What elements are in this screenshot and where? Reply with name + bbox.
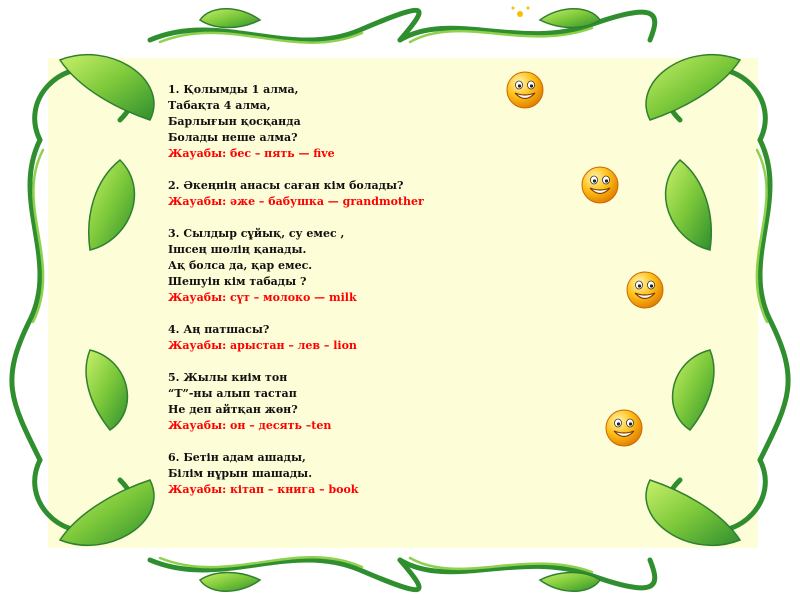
riddle-line: 2. Әкеңнің анасы саған кім болады? — [168, 179, 404, 192]
riddle-line: Не деп айтқан жөн? — [168, 403, 298, 416]
riddle-line: Табақта 4 алма, — [168, 99, 271, 112]
riddle-3 — [168, 226, 548, 306]
riddle-answer: Жауабы: кітап – книга – book — [168, 483, 359, 496]
riddle-5 — [168, 370, 548, 434]
riddle-answer: Жауабы: бес – пять — five — [168, 147, 335, 160]
riddle-answer: Жауабы: сүт – молоко — milk — [168, 291, 357, 304]
riddle-2 — [168, 178, 548, 210]
riddle-line: 5. Жылы киім тон — [168, 371, 288, 384]
riddle-line: Ақ болса да, қар емес. — [168, 259, 313, 272]
smiley-face-icon — [604, 408, 644, 448]
riddle-6 — [168, 450, 548, 498]
riddle-line: Ішсең шөлің қанады. — [168, 243, 307, 256]
riddle-line: 1. Қолымды 1 алма, — [168, 83, 299, 96]
riddle-1 — [168, 82, 548, 162]
riddle-line: 6. Бетін адам ашады, — [168, 451, 306, 464]
riddle-line: Болады неше алма? — [168, 131, 298, 144]
riddle-answer: Жауабы: арыстан – лев – lion — [168, 339, 357, 352]
riddle-answer: Жауабы: он – десять –ten — [168, 419, 332, 432]
riddle-list — [168, 82, 548, 498]
riddle-4 — [168, 322, 548, 354]
riddle-answer: Жауабы: әже – бабушка — grandmother — [168, 195, 424, 208]
smiley-face-icon — [580, 165, 620, 205]
smiley-face-icon — [505, 70, 545, 110]
riddle-line: Шешуін кім табады ? — [168, 275, 307, 288]
riddle-line: 3. Сылдыр сұйық, су емес , — [168, 227, 345, 240]
riddle-line: “Т”-ны алып тастап — [168, 387, 297, 400]
riddle-line: Білім нұрын шашады. — [168, 467, 313, 480]
smiley-face-icon — [625, 270, 665, 310]
riddle-line: 4. Аң патшасы? — [168, 323, 270, 336]
riddle-line: Барлығын қосқанда — [168, 115, 301, 128]
